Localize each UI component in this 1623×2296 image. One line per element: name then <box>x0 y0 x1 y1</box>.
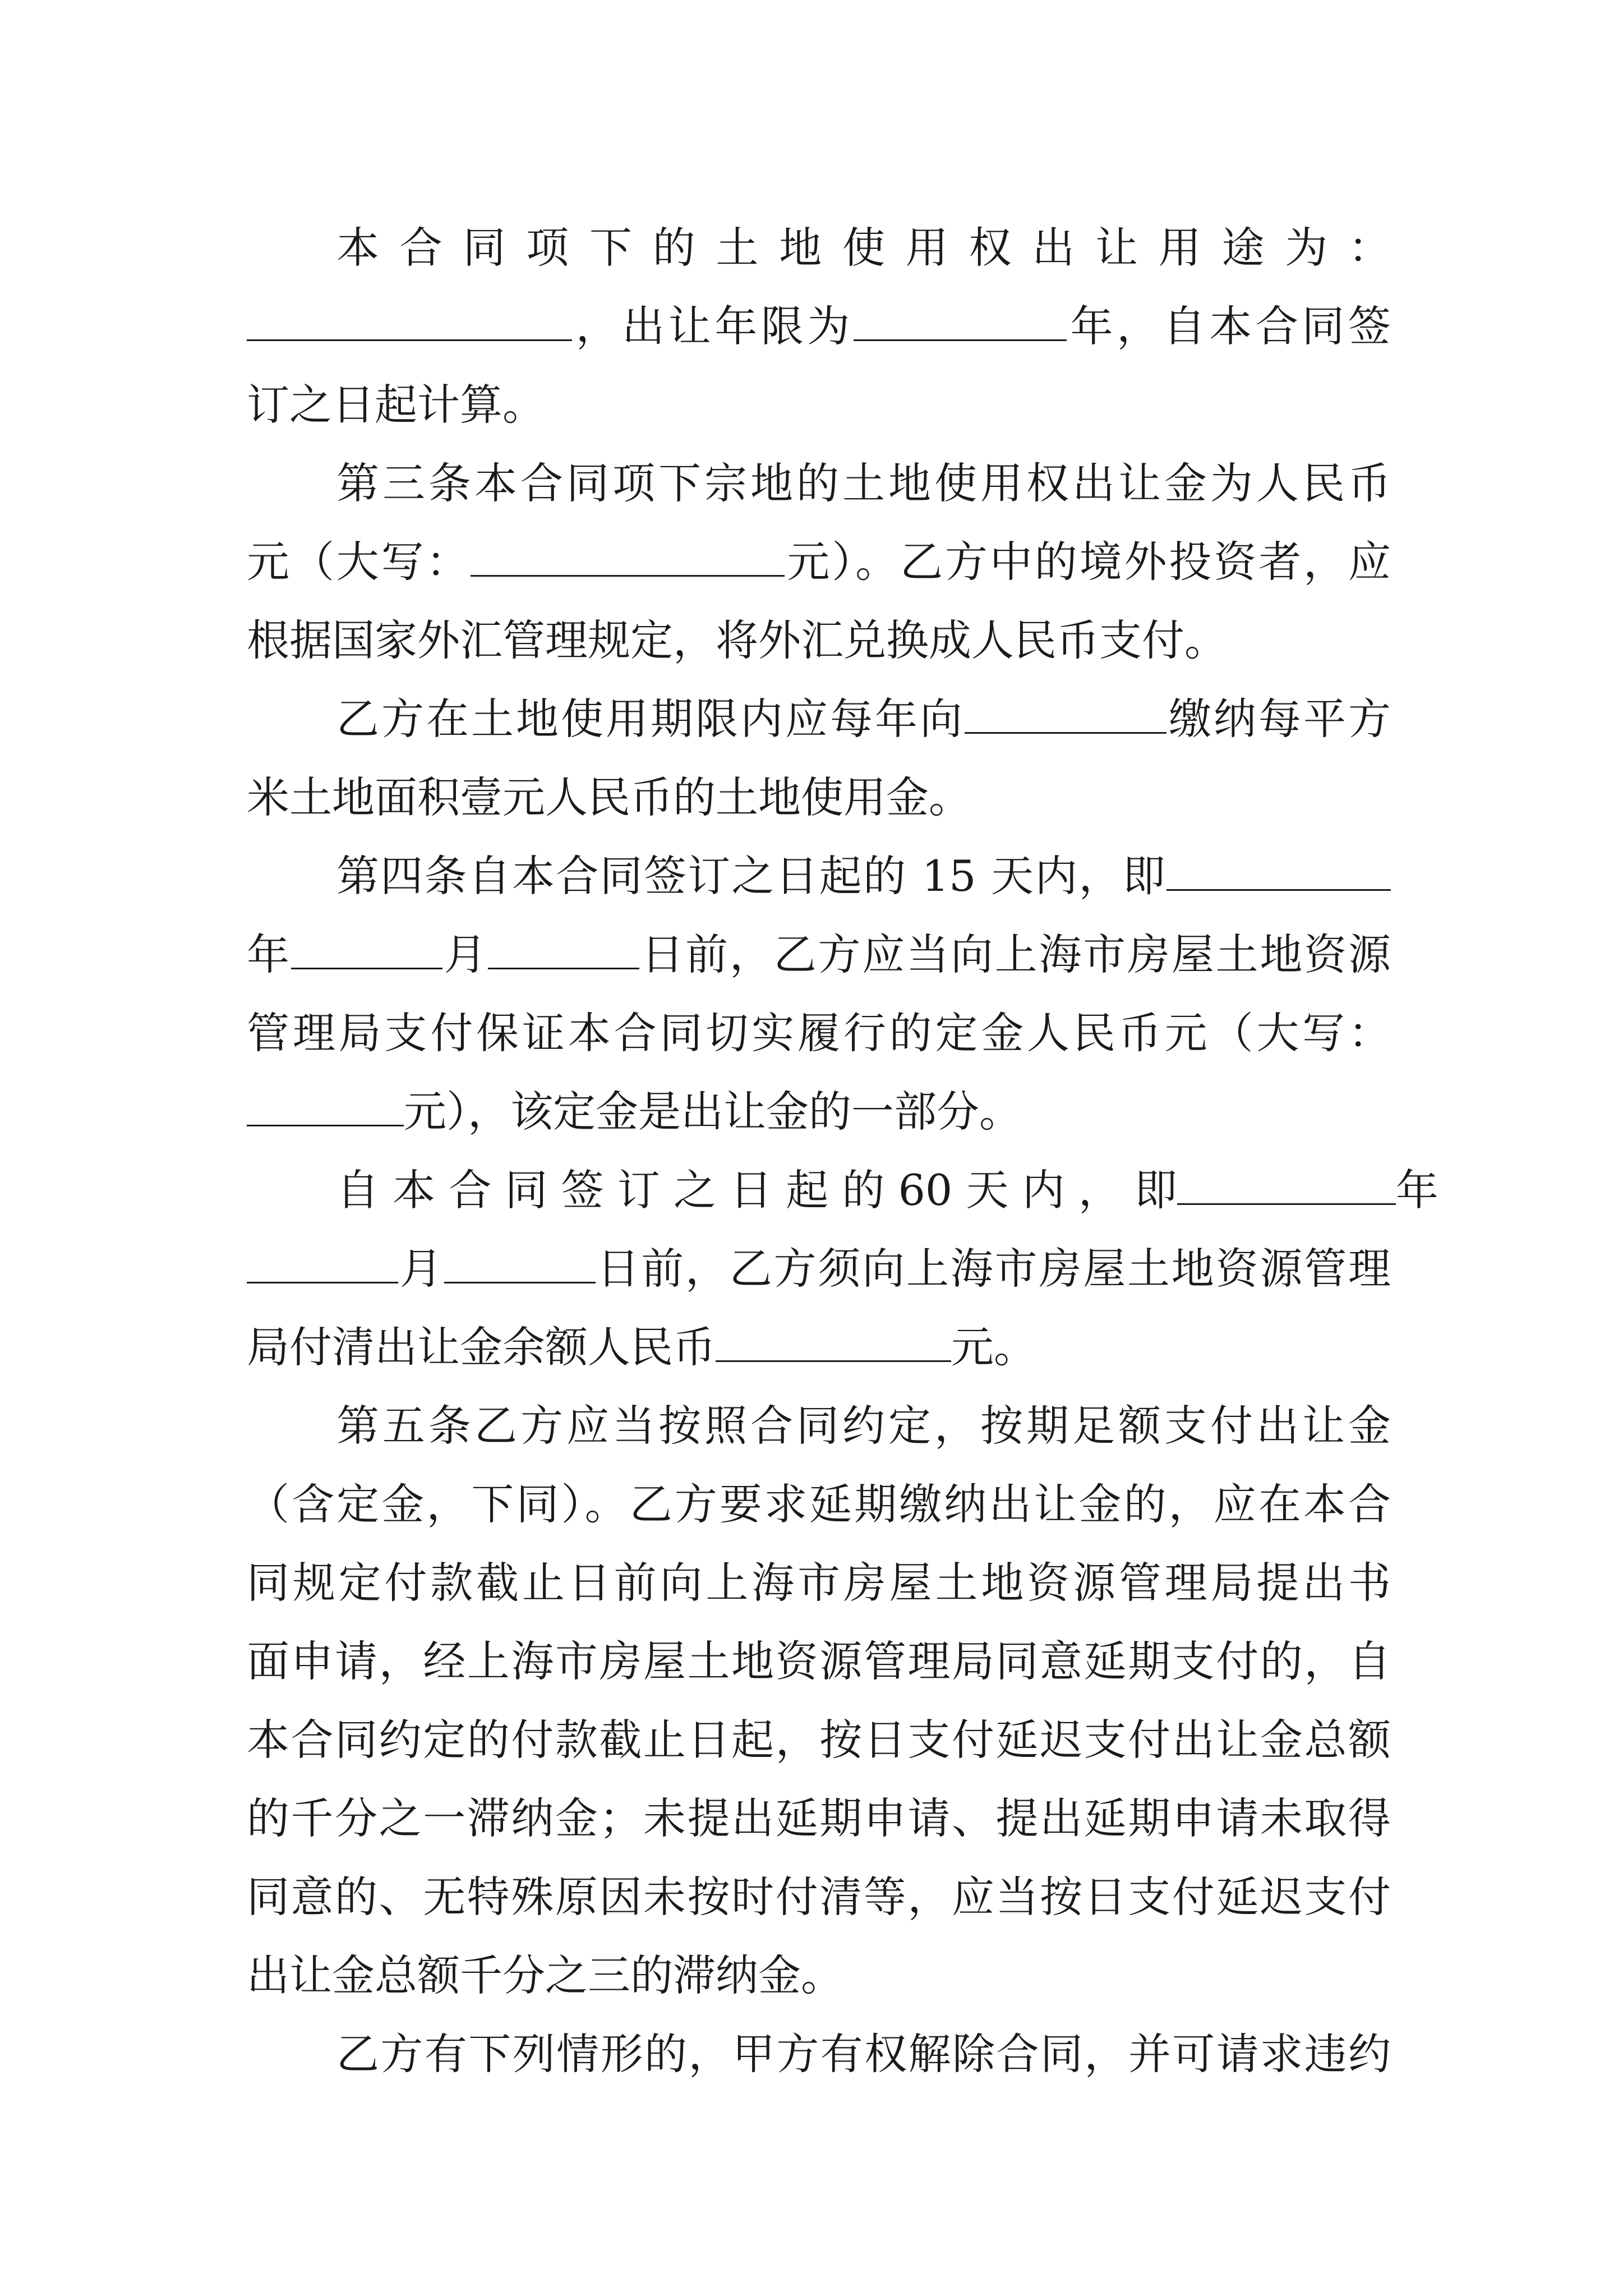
p1-line-1 <box>336 214 1391 282</box>
p1-line-2 <box>247 293 1391 360</box>
text: 同规定付款截止日前向上海市房屋土地资源管理局提出书 <box>247 1558 1391 1608</box>
p1-line-3 <box>247 371 1391 439</box>
p3-line-1 <box>336 685 1391 753</box>
text: 元），该定金是出让金的一部分。 <box>404 1087 1022 1137</box>
text: 月 <box>398 1244 444 1294</box>
p2-line-3 <box>247 607 1391 674</box>
text: 第五条乙方应当按照合同约定，按期足额支付出让金 <box>336 1401 1391 1451</box>
text: 日前，乙方应当向上海市房屋土地资源 <box>639 930 1391 979</box>
text: 月 <box>442 930 488 979</box>
p4-line-4 <box>247 1078 1391 1145</box>
p6-line-7 <box>247 1864 1391 1931</box>
p2-line-2 <box>247 528 1391 596</box>
text: 出让金总额千分之三的滞纳金。 <box>247 1950 843 2000</box>
blank-deposit-year[interactable] <box>1166 849 1391 891</box>
p6-line-5 <box>247 1706 1391 1774</box>
p3-line-2 <box>247 764 1391 831</box>
text: 根据国家外汇管理规定，将外汇兑换成人民币支付。 <box>247 615 1227 665</box>
blank-deposit-day[interactable] <box>488 927 639 969</box>
text: 订之日起计算。 <box>247 380 545 430</box>
p5-line-1 <box>336 1157 1438 1224</box>
text: 乙方有下列情形的，甲方有权解除合同，并可请求违约 <box>336 2029 1391 2079</box>
text: 管理局支付保证本合同切实履行的定金人民币元（大写： <box>247 1008 1391 1058</box>
blank-balance-day[interactable] <box>444 1241 596 1283</box>
p6-line-1 <box>336 1392 1391 1460</box>
p6-line-2 <box>247 1471 1391 1538</box>
text: 面申请，经上海市房屋土地资源管理局同意延期支付的，自 <box>247 1636 1391 1686</box>
text: 的千分之一滞纳金；未提出延期申请、提出延期申请未取得 <box>247 1793 1391 1843</box>
p5-line-2 <box>247 1235 1391 1303</box>
p6-line-8 <box>247 1942 1391 2009</box>
text: 本合同约定的付款截止日起，按日支付延迟支付出让金总额 <box>247 1715 1391 1765</box>
p4-line-3 <box>247 1000 1391 1067</box>
text: 同意的、无特殊原因未按时付清等，应当按日支付延迟支付 <box>247 1872 1391 1922</box>
blank-balance-month-lead[interactable] <box>247 1241 398 1283</box>
p7-line-1 <box>336 2021 1391 2088</box>
blank-amount-in-words[interactable] <box>471 535 785 577</box>
blank-balance-amount[interactable] <box>716 1320 951 1362</box>
text: 年，自本合同签 <box>1067 301 1391 351</box>
text: 第四条自本合同签订之日起的 15 天内，即 <box>336 851 1166 901</box>
p6-line-4 <box>247 1628 1391 1695</box>
p4-line-2 <box>247 921 1391 988</box>
p5-line-3 <box>247 1314 1391 1381</box>
p4-line-1 <box>336 843 1391 910</box>
text: 日前，乙方须向上海市房屋土地资源管理 <box>595 1244 1391 1294</box>
p6-line-3 <box>247 1549 1391 1617</box>
text: 年 <box>247 930 291 979</box>
p6-line-6 <box>247 1785 1391 1852</box>
text: 元。 <box>951 1322 1036 1372</box>
p2-line-1 <box>336 450 1391 517</box>
blank-deposit-month[interactable] <box>291 927 442 969</box>
text: 本 合 同 项 下 的 土 地 使 用 权 出 让 用 途 为 ： <box>336 223 1391 273</box>
text: 年 <box>1395 1165 1438 1215</box>
blank-land-use-purpose[interactable] <box>247 299 572 341</box>
text: 元）。乙方中的境外投资者，应 <box>785 537 1391 587</box>
blank-transfer-term[interactable] <box>854 299 1067 341</box>
text: 缴纳每平方 <box>1166 694 1391 744</box>
text: 自 本 合 同 签 订 之 日 起 的 60 天 内 ， 即 <box>336 1165 1177 1215</box>
blank-payee[interactable] <box>965 692 1166 734</box>
text: 局付清出让金余额人民币 <box>247 1322 716 1372</box>
text: 乙方在土地使用期限内应每年向 <box>336 694 965 744</box>
text: ，出让年限为 <box>572 301 854 351</box>
text: 第三条本合同项下宗地的土地使用权出让金为人民币 <box>336 458 1391 508</box>
text: 米土地面积壹元人民币的土地使用金。 <box>247 772 971 822</box>
blank-deposit-amount-in-words[interactable] <box>247 1084 404 1126</box>
text: （含定金，下同）。乙方要求延期缴纳出让金的，应在本合 <box>247 1479 1391 1529</box>
blank-balance-year[interactable] <box>1177 1163 1396 1205</box>
text: 元（大写： <box>247 537 471 587</box>
